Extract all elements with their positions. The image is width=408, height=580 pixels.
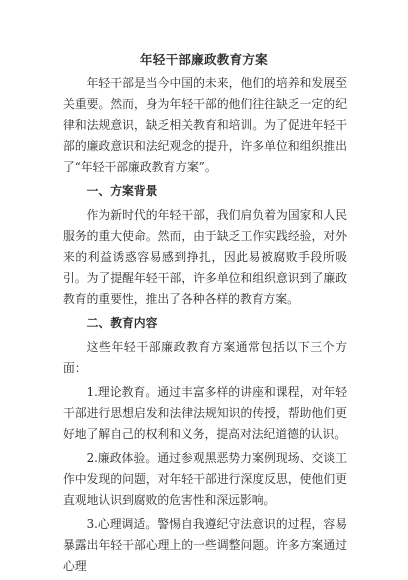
section-heading-background: 一、方案背景	[86, 184, 158, 198]
intro-paragraph: 年轻干部是当今中国的未来，他们的培养和发展至关重要。然而，身为年轻干部的他们往往缺乏一定的纪律和法规意识，缺乏相关教育和培训。为了促进年轻干部的廉政意识和法纪观念的提升，许多单位和组织推出了“年轻干部廉政教育方案”。	[63, 76, 347, 174]
content-item-psychology: 3.心理调适。警惕自我遵纪守法意识的过程，容易暴露出年轻干部心理上的一些调整问题。许多方案通过心理	[63, 517, 347, 573]
document-body	[63, 73, 347, 580]
content-item-theory: 1.理论教育。通过丰富多样的讲座和课程，对年轻干部进行思想启发和法律法规知识的传授，帮助他们更好地了解自己的权利和义务，提高对法纪道德的认识。	[63, 385, 347, 441]
background-paragraph: 作为新时代的年轻干部，我们肩负着为国家和人民服务的重大使命。然而，由于缺乏工作实践经验，对外来的利益诱惑容易感到挣扎，因此易被腐败手段所吸引。为了提醒年轻干部，许多单位和组织意识到了廉政教育的重要性，推出了各种各样的教育方案。	[63, 208, 347, 306]
document-title: 年轻干部廉政教育方案	[139, 52, 268, 67]
content-intro-paragraph: 这些年轻干部廉政教育方案通常包括以下三个方面：	[63, 340, 347, 375]
section-heading-content: 二、教育内容	[86, 316, 158, 330]
content-item-experience: 2.廉政体验。通过参观黑恶势力案例现场、交谈工作中发现的问题，对年轻干部进行深度反思，使他们更直观地认识到腐败的危害性和深远影响。	[63, 451, 347, 507]
